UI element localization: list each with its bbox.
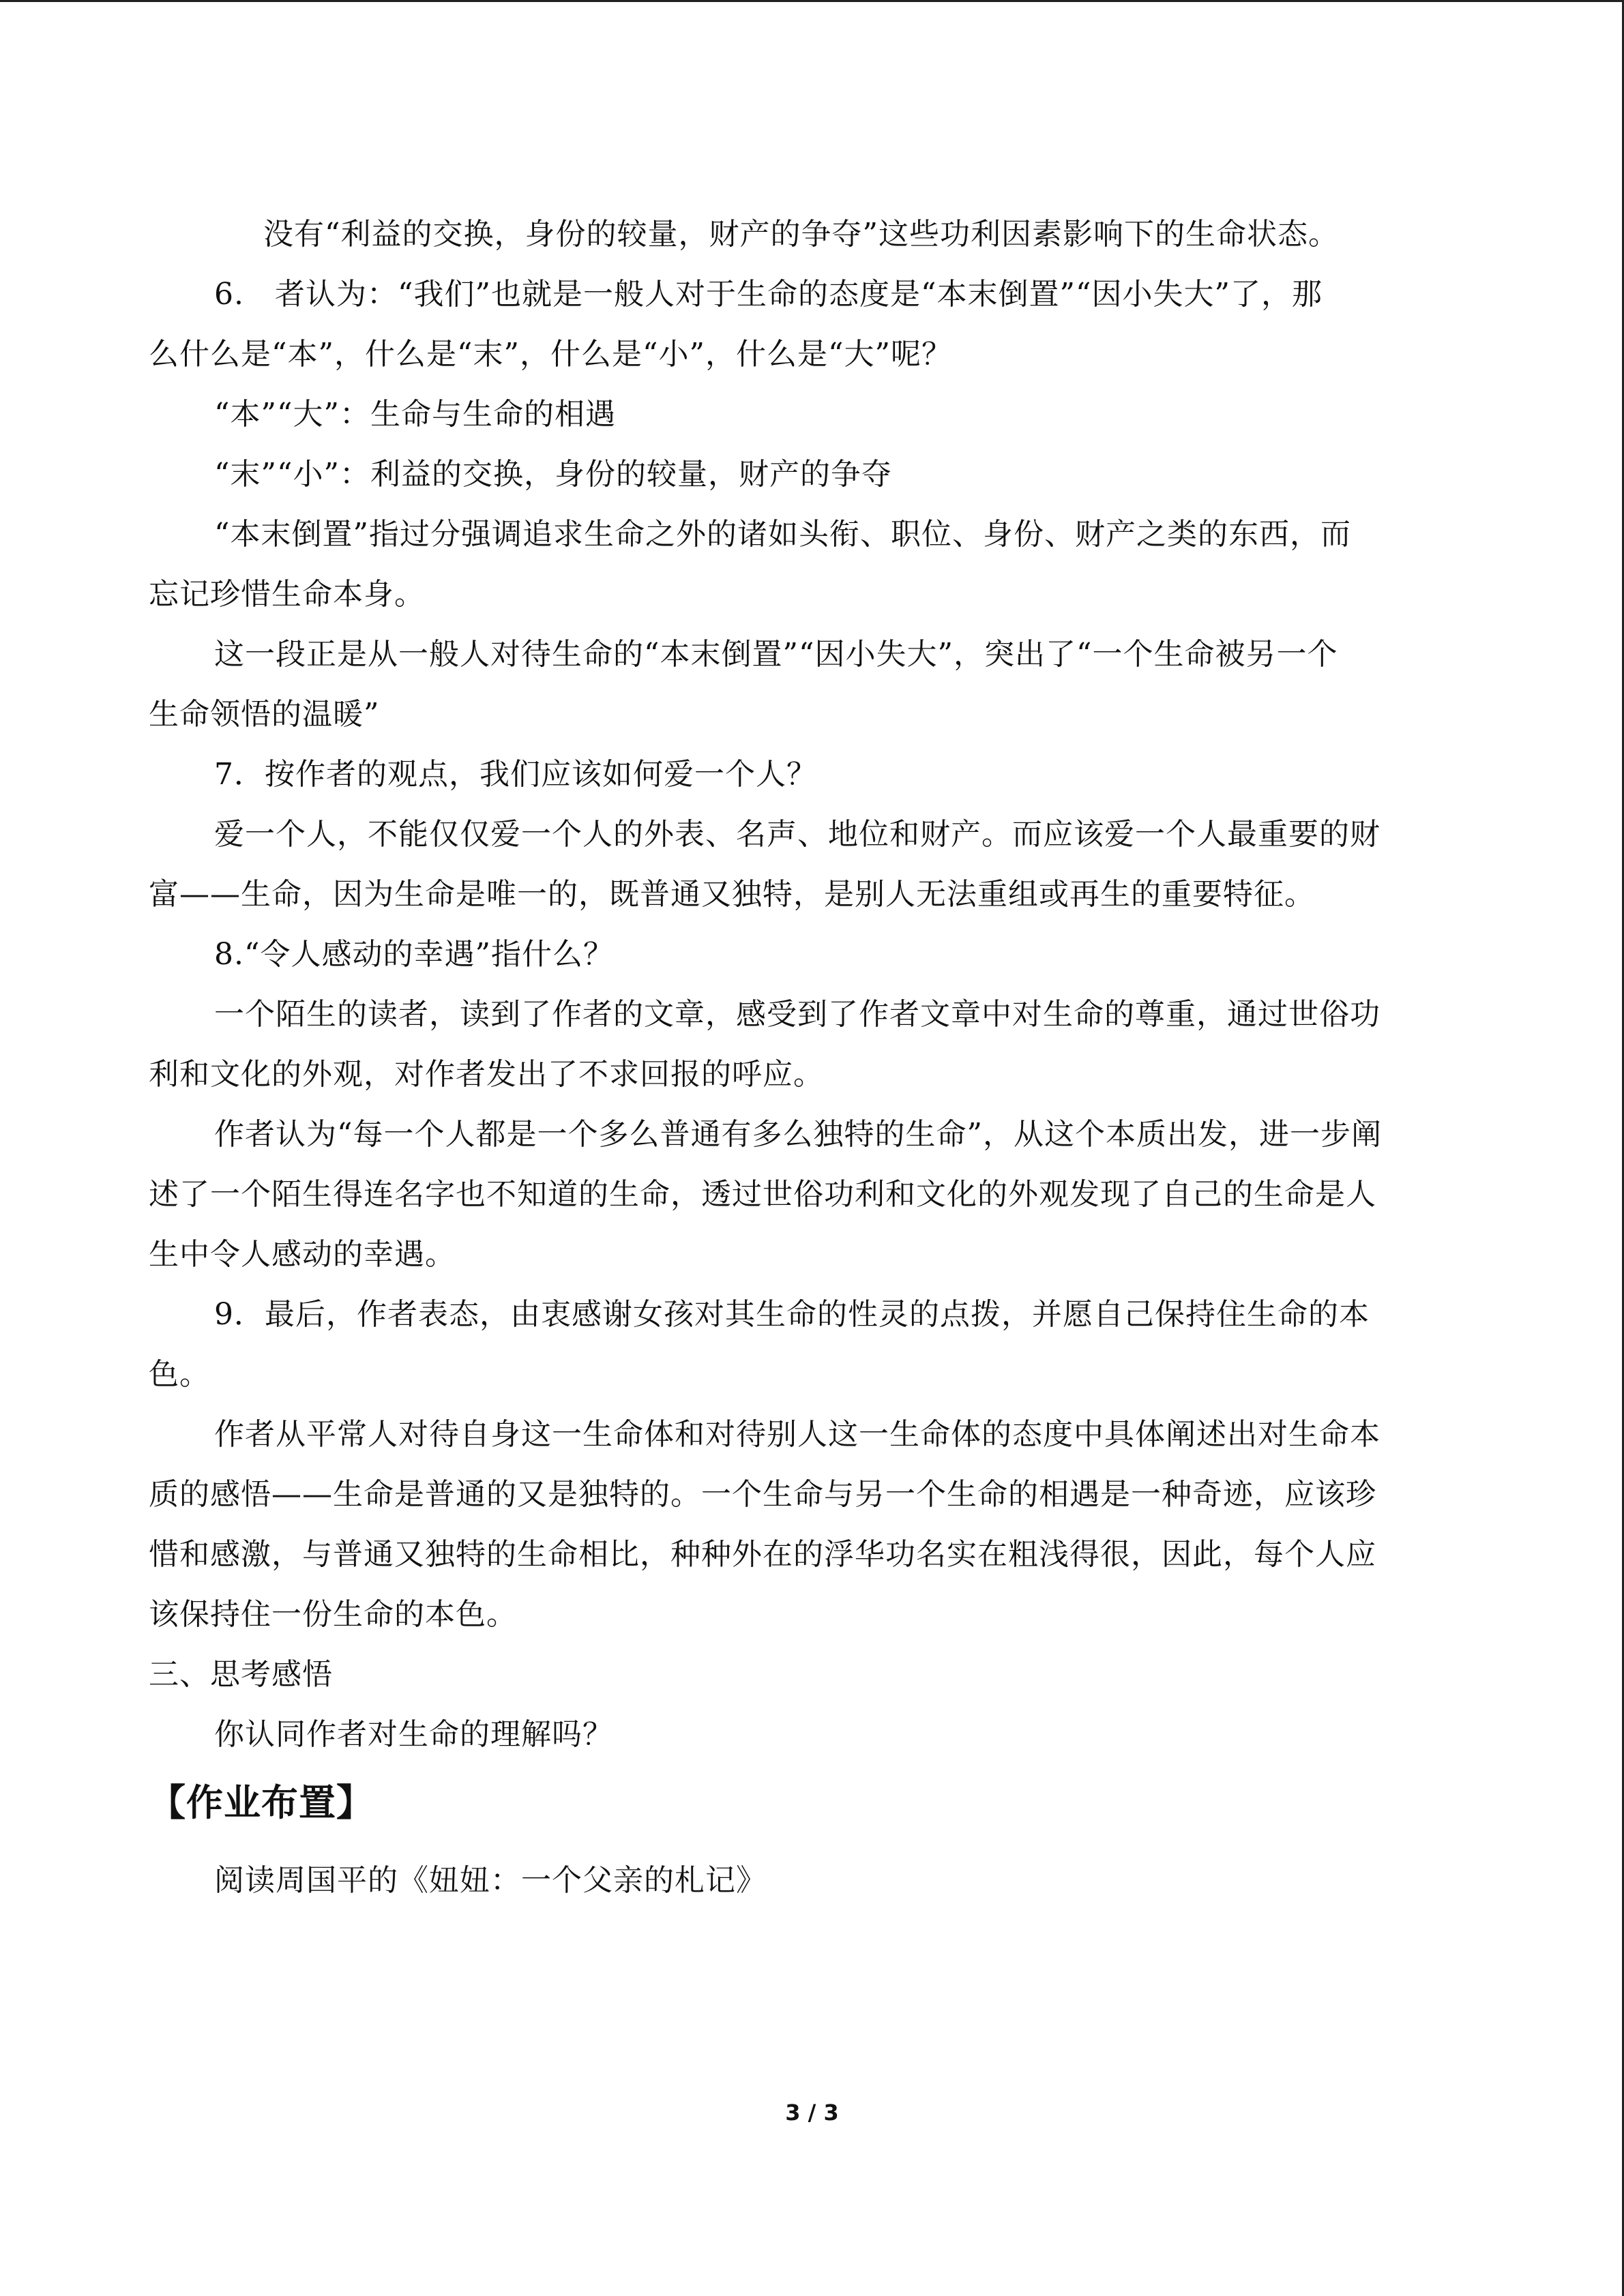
text-line: 一个陌生的读者，读到了作者的文章，感受到了作者文章中对生命的尊重，通过世俗功 [214, 997, 1381, 1032]
question-8: 8.“令人感动的幸遇”指什么？ [214, 937, 614, 972]
text-line: 这一段正是从一般人对待生命的“本末倒置”“因小失大”，突出了“一个生命被另一个 [214, 637, 1338, 672]
text-line: “本”“大”：生命与生命的相遇 [214, 397, 616, 432]
text-line: 作者从平常人对待自身这一生命体和对待别人这一生命体的态度中具体阐述出对生命本 [214, 1417, 1381, 1452]
document-body [149, 205, 1477, 1911]
text-line: 惜和感激，与普通又独特的生命相比，种种外在的浮华功名实在粗浅得很，因此，每个人应 [149, 1537, 1376, 1572]
text-line: 生命领悟的温暖” [149, 697, 380, 732]
text-line: 该保持住一份生命的本色。 [149, 1597, 517, 1632]
question-9: 9．最后，作者表态，由衷感谢女孩对其生命的性灵的点拨，并愿自己保持住生命的本 [214, 1297, 1370, 1332]
text-line: “末”“小”：利益的交换，身份的较量，财产的争夺 [214, 457, 892, 492]
text-line: 质的感悟——生命是普通的又是独特的。一个生命与另一个生命的相遇是一种奇迹，应该珍 [149, 1477, 1376, 1512]
text-line: 富——生命，因为生命是唯一的，既普通又独特，是别人无法重组或再生的重要特征。 [149, 877, 1315, 912]
text-line: 利和文化的外观，对作者发出了不求回报的呼应。 [149, 1057, 824, 1092]
homework-heading: 【作业布置】 [149, 1781, 374, 1824]
text-line: 生中令人感动的幸遇。 [149, 1237, 456, 1272]
text-line: “本末倒置”指过分强调追求生命之外的诸如头衔、职位、身份、财产之类的东西，而 [214, 517, 1351, 552]
page-number: 3 / 3 [785, 2100, 839, 2126]
question-6: 6. 者认为：“我们”也就是一般人对于生命的态度是“本末倒置”“因小失大”了，那 [214, 277, 1323, 312]
text-line: 没有“利益的交换，身份的较量，财产的争夺”这些功利因素影响下的生命状态。 [263, 217, 1339, 252]
text-line: 忘记珍惜生命本身。 [149, 577, 425, 612]
text-line: 色。 [149, 1357, 210, 1392]
text-line: 作者认为“每一个人都是一个多么普通有多么独特的生命”，从这个本质出发，进一步阐 [214, 1117, 1382, 1152]
question-7: 7．按作者的观点，我们应该如何爱一个人？ [214, 757, 817, 792]
page-border-top [0, 0, 1624, 2]
text-line: 么什么是“本”，什么是“末”，什么是“小”，什么是“大”呢？ [149, 337, 952, 372]
section-heading: 三、思考感悟 [149, 1657, 333, 1692]
homework-text: 阅读周国平的《妞妞：一个父亲的札记》 [214, 1863, 767, 1898]
text-line: 爱一个人，不能仅仅爱一个人的外表、名声、地位和财产。而应该爱一个人最重要的财 [214, 817, 1381, 852]
text-line: 述了一个陌生得连名字也不知道的生命，透过世俗功利和文化的外观发现了自己的生命是人 [149, 1177, 1376, 1212]
text-line: 你认同作者对生命的理解吗？ [214, 1717, 613, 1752]
